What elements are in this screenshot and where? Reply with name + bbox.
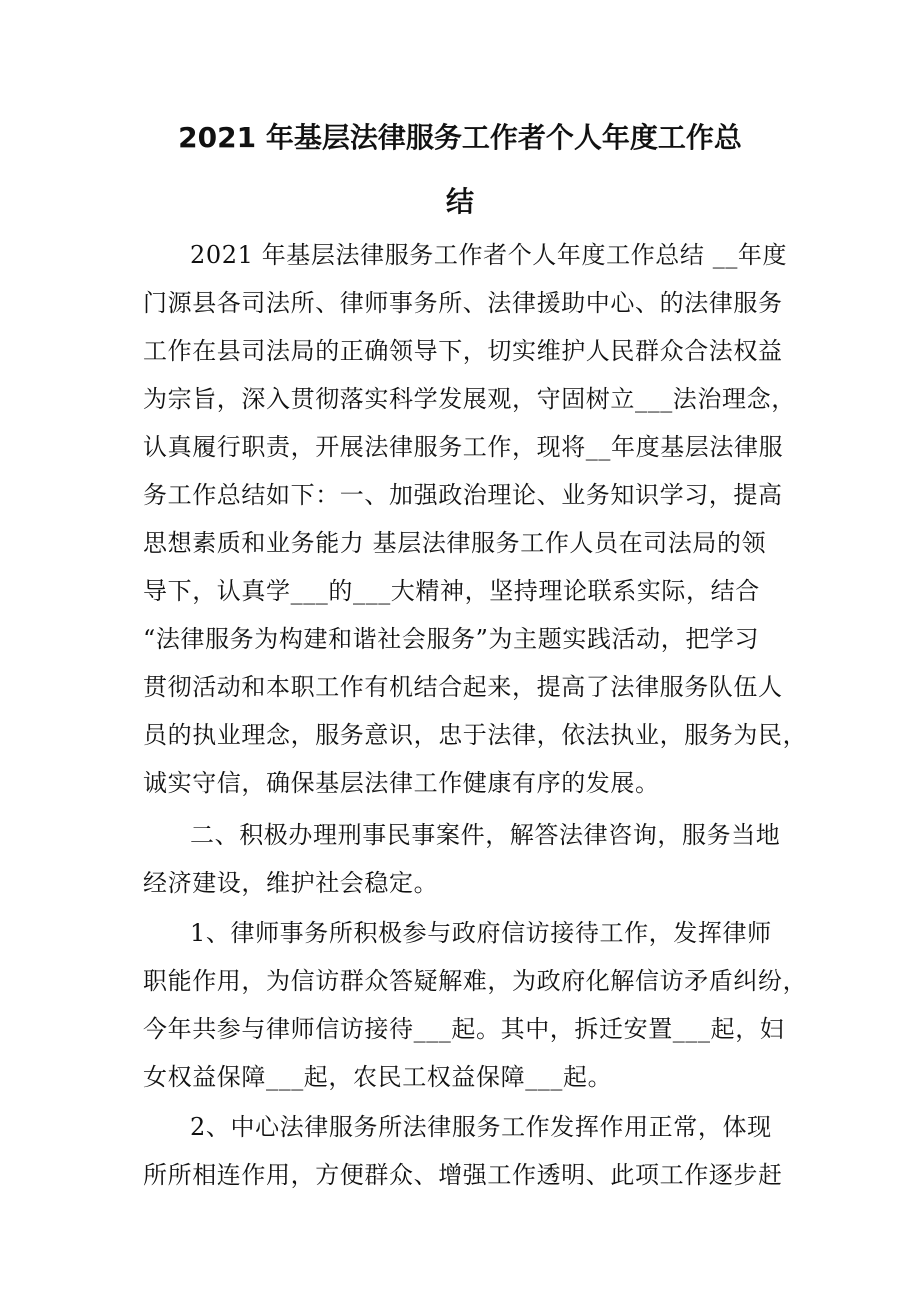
paragraph-1-line-3: 工作在县司法局的正确领导下，切实维护人民群众合法权益: [143, 337, 783, 365]
document-title-line-1: 2021 年基层法律服务工作者个人年度工作总: [178, 121, 742, 154]
paragraph-1-line-1: 2021 年基层法律服务工作者个人年度工作总结 __年度: [190, 241, 788, 269]
paragraph-1-line-11: 员的执业理念，服务意识，忠于法律，依法执业，服务为民，: [143, 721, 808, 749]
paragraph-1-line-8: 导下，认真学___的___大精神，坚持理论联系实际，结合: [143, 577, 760, 605]
paragraph-1-line-7: 思想素质和业务能力 基层法律服务工作人员在司法局的领: [143, 529, 767, 557]
paragraph-1-line-2: 门源县各司法所、律师事务所、法律援助中心、的法律服务: [143, 289, 783, 317]
paragraph-3-line-4: 女权益保障___起，农民工权益保障___起。: [143, 1063, 613, 1091]
paragraph-1-line-9: “法律服务为构建和谐社会服务”为主题实践活动，把学习: [143, 625, 760, 653]
paragraph-2-line-2: 经济建设，维护社会稳定。: [143, 869, 439, 897]
paragraph-1-line-12: 诚实守信，确保基层法律工作健康有序的发展。: [143, 769, 660, 797]
paragraph-1-line-5: 认真履行职责，开展法律服务工作，现将__年度基层法律服: [143, 433, 784, 461]
paragraph-1-line-10: 贯彻活动和本职工作有机结合起来，提高了法律服务队伍人: [143, 673, 783, 701]
document-title-line-2: 结: [445, 185, 474, 218]
paragraph-4-line-2: 所所相连作用，方便群众、增强工作透明、此项工作逐步赶: [143, 1161, 783, 1189]
paragraph-3-line-2: 职能作用，为信访群众答疑解难，为政府化解信访矛盾纠纷，: [143, 967, 808, 995]
paragraph-1-line-4: 为宗旨，深入贯彻落实科学发展观，守固树立___法治理念，: [143, 385, 796, 413]
paragraph-1-line-6: 务工作总结如下：一、加强政治理论、业务知识学习，提高: [143, 481, 783, 509]
paragraph-4-line-1: 2、中心法律服务所法律服务工作发挥作用正常，体现: [190, 1113, 772, 1141]
paragraph-3-line-1: 1、律师事务所积极参与政府信访接待工作，发挥律师: [190, 919, 772, 947]
paragraph-3-line-3: 今年共参与律师信访接待___起。其中，拆迁安置___起，妇: [143, 1015, 785, 1043]
paragraph-2-line-1: 二、积极办理刑事民事案件，解答法律咨询，服务当地: [190, 821, 781, 849]
